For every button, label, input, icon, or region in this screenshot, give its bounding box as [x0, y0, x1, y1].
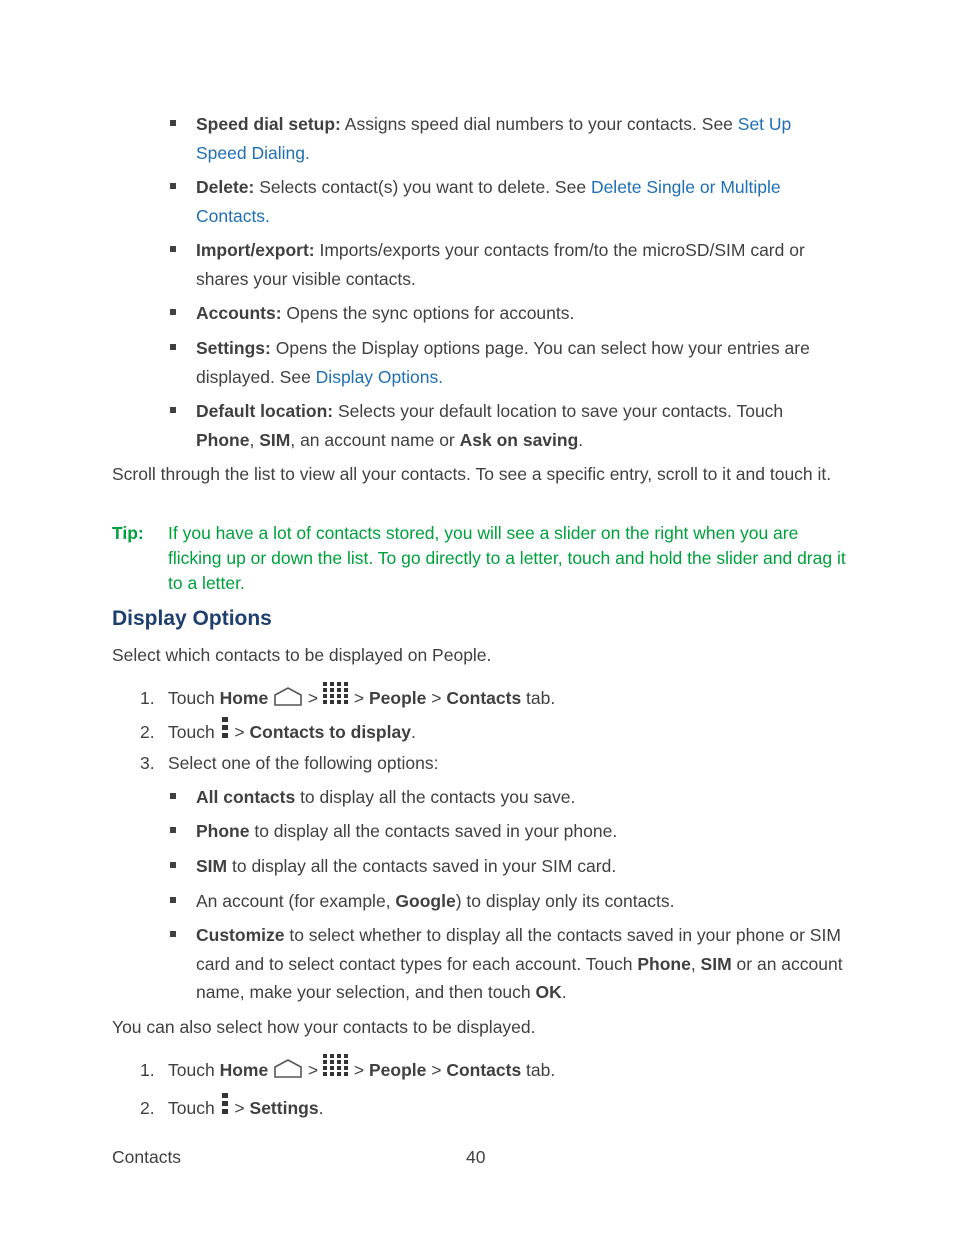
option-sim: SIM to display all the contacts saved in your SIM card.: [196, 852, 846, 881]
home-icon: [273, 686, 303, 713]
step-1-touch-home: 1. Touch Home > > People > Contacts tab.: [140, 682, 555, 713]
tip-label: Tip:: [112, 523, 144, 543]
bullet-delete: Delete: Selects contact(s) you want to delete. See Delete Single or Multiple Contacts.: [196, 173, 846, 230]
bullet-accounts: Accounts: Opens the sync options for accounts.: [196, 299, 846, 328]
home-icon: [273, 1058, 303, 1085]
section-heading: Display Options: [112, 607, 272, 630]
footer-section-name: Contacts: [112, 1147, 182, 1167]
link-delete-contacts[interactable]: Delete Single or Multiple Contacts.: [196, 177, 781, 226]
step2-2-settings: 2. Touch > Settings.: [140, 1092, 323, 1123]
scroll-paragraph: Scroll through the list to view all your contacts. To see a specific entry, scroll to it and touch it.: [112, 464, 832, 484]
menu-dots-icon: [220, 716, 230, 747]
footer-page-number: 40: [466, 1147, 486, 1167]
bullet-settings: Settings: Opens the Display options page. You can select how your entries are displayed. See Display Options.: [196, 334, 846, 391]
also-paragraph: You can also select how your contacts to be displayed.: [112, 1017, 536, 1037]
link-set-up-speed-dialing[interactable]: Set Up Speed Dialing.: [196, 114, 792, 163]
step-2-contacts-to-display: 2. Touch > Contacts to display.: [140, 716, 416, 747]
select-paragraph: Select which contacts to be displayed on People.: [112, 645, 492, 665]
bullet-default-location: Default location: Selects your default location to save your contacts. Touch Phone, SIM, an account name or Ask on saving.: [196, 397, 846, 454]
menu-dots-icon: [220, 1092, 230, 1123]
bullet-import-export: Import/export: Imports/exports your contacts from/to the microSD/SIM card or shares your visible contacts.: [196, 236, 846, 293]
bullet-speed-dial: Speed dial setup: Assigns speed dial numbers to your contacts. See Set Up Speed Dialing.: [196, 110, 846, 167]
option-phone: Phone to display all the contacts saved in your phone.: [196, 817, 846, 846]
option-customize: Customize to select whether to display all the contacts saved in your phone or SIM card and to select contact types for each account. Touch Phone, SIM or an account name, make your selection, and then touch OK.: [196, 921, 846, 1007]
option-all-contacts: All contacts to display all the contacts you save.: [196, 783, 846, 812]
step2-1-touch-home: 1. Touch Home > > People > Contacts tab.: [140, 1054, 555, 1085]
link-display-options[interactable]: Display Options.: [315, 366, 444, 387]
tip-text: If you have a lot of contacts stored, you will see a slider on the right when you are flicking up or down the list. To go directly to a letter, touch and hold the slider and drag it to a letter.: [168, 523, 846, 593]
apps-grid-icon: [323, 1054, 349, 1085]
option-account: An account (for example, Google) to display only its contacts.: [196, 887, 846, 916]
tip-box: [112, 521, 852, 596]
step-3-select-option: 3. Select one of the following options:: [140, 753, 439, 773]
apps-grid-icon: [323, 682, 349, 713]
